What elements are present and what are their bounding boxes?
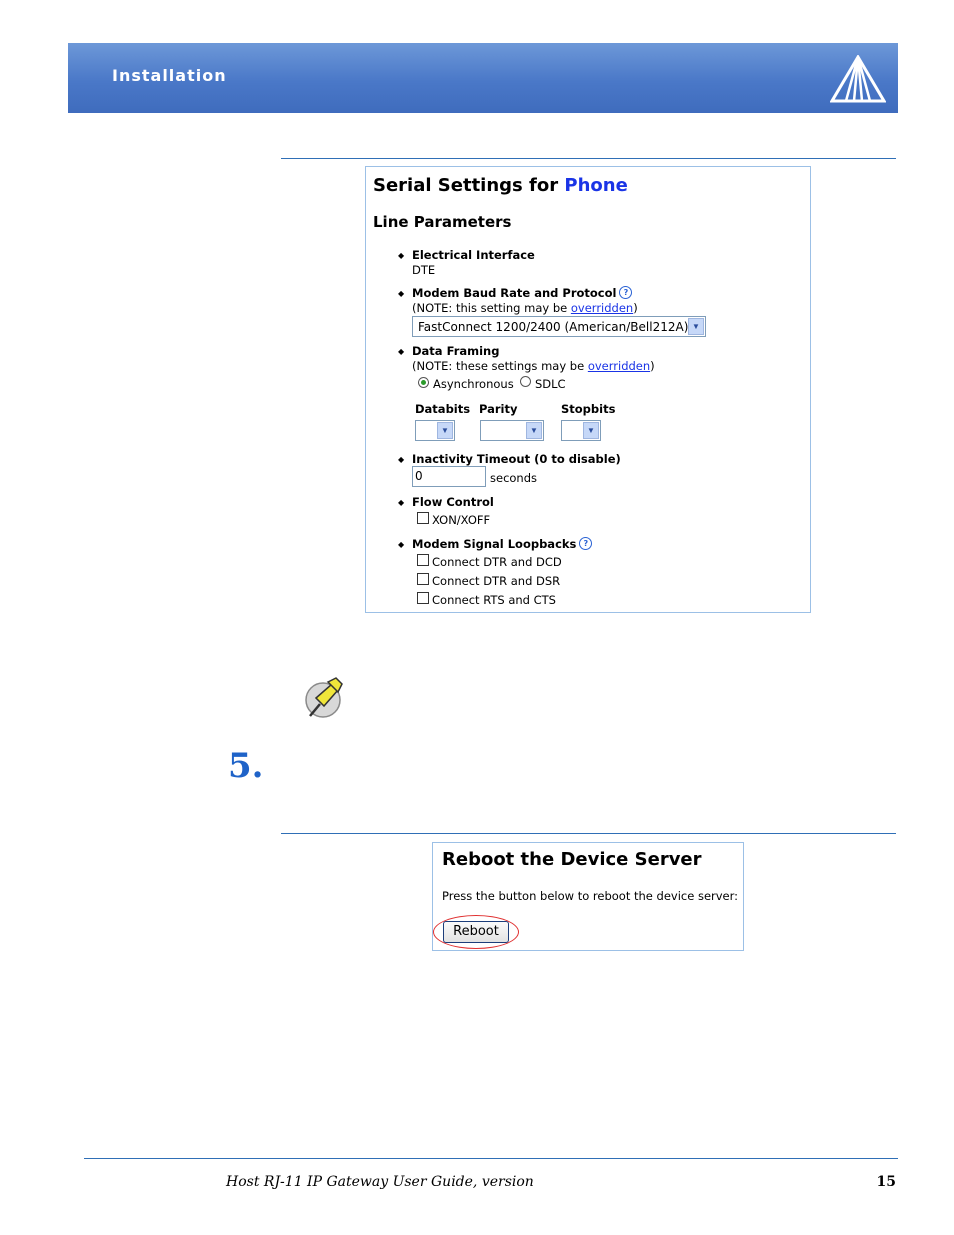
reboot-title: Reboot the Device Server <box>442 849 702 870</box>
bullet-icon: ◆ <box>398 347 405 356</box>
inactivity-input[interactable]: 0 <box>412 466 486 487</box>
async-label: Asynchronous <box>433 377 514 391</box>
parity-label: Parity <box>479 402 518 416</box>
sdlc-radio[interactable] <box>520 376 531 387</box>
xonxoff-checkbox[interactable] <box>417 512 429 524</box>
flow-control-label: Flow Control <box>412 495 494 509</box>
xonxoff-label: XON/XOFF <box>432 513 491 527</box>
reboot-panel <box>432 842 744 951</box>
triangle-logo-icon <box>830 55 886 103</box>
divider <box>281 833 896 834</box>
section-title: Installation <box>112 66 227 85</box>
data-framing-label: Data Framing <box>412 344 500 358</box>
loopback-label: Connect DTR and DSR <box>432 574 561 588</box>
help-icon[interactable]: ? <box>619 286 632 299</box>
help-icon[interactable]: ? <box>579 537 592 550</box>
stopbits-label: Stopbits <box>561 402 616 416</box>
data-framing-note: (NOTE: these settings may be overridden) <box>412 359 655 373</box>
modem-baud-label: Modem Baud Rate and Protocol ? <box>412 286 632 300</box>
title-highlight: Phone <box>564 175 628 196</box>
loopback-label: Connect DTR and DCD <box>432 555 562 569</box>
overridden-link[interactable]: overridden <box>587 359 651 373</box>
modem-baud-note: (NOTE: this setting may be overridden) <box>412 301 638 315</box>
reboot-button[interactable]: Reboot <box>443 921 509 943</box>
loopback-label: Connect RTS and CTS <box>432 593 556 607</box>
panel-title <box>373 175 628 196</box>
chevron-down-icon: ▼ <box>526 422 542 439</box>
chevron-down-icon: ▼ <box>437 422 453 439</box>
pushpin-icon <box>302 676 344 720</box>
modem-baud-selected: FastConnect 1200/2400 (American/Bell212A) <box>418 320 689 334</box>
step-number: 5. <box>228 746 264 786</box>
loopback-checkbox[interactable] <box>417 592 429 604</box>
divider <box>281 158 896 159</box>
electrical-interface-value: DTE <box>412 263 436 277</box>
stopbits-select[interactable] <box>561 420 601 441</box>
bullet-icon: ◆ <box>398 251 405 260</box>
sdlc-label: SDLC <box>535 377 566 391</box>
footer-divider <box>84 1158 898 1159</box>
bullet-icon: ◆ <box>398 289 405 298</box>
bullet-icon: ◆ <box>398 498 405 507</box>
footer-title: Host RJ-11 IP Gateway User Guide, version <box>226 1174 534 1190</box>
title-prefix: Serial Settings for <box>373 175 559 196</box>
line-parameters-heading: Line Parameters <box>373 213 512 231</box>
serial-settings-panel <box>365 166 811 613</box>
bullet-icon: ◆ <box>398 540 405 549</box>
electrical-interface-label: Electrical Interface <box>412 248 535 262</box>
loopback-checkbox[interactable] <box>417 554 429 566</box>
page-number: 15 <box>876 1174 896 1190</box>
reboot-text: Press the button below to reboot the device server: <box>442 889 739 903</box>
loopback-checkbox[interactable] <box>417 573 429 585</box>
chevron-down-icon: ▼ <box>688 318 704 335</box>
databits-label: Databits <box>415 402 471 416</box>
overridden-link[interactable]: overridden <box>570 301 634 315</box>
page-header <box>68 43 898 113</box>
databits-select[interactable] <box>415 420 455 441</box>
async-radio[interactable] <box>418 377 429 388</box>
bullet-icon: ◆ <box>398 455 405 464</box>
modem-baud-select[interactable] <box>412 316 706 337</box>
inactivity-unit: seconds <box>490 471 538 485</box>
parity-select[interactable] <box>480 420 544 441</box>
chevron-down-icon: ▼ <box>583 422 599 439</box>
inactivity-label: Inactivity Timeout (0 to disable) <box>412 452 621 466</box>
loopbacks-label: Modem Signal Loopbacks ? <box>412 537 592 551</box>
